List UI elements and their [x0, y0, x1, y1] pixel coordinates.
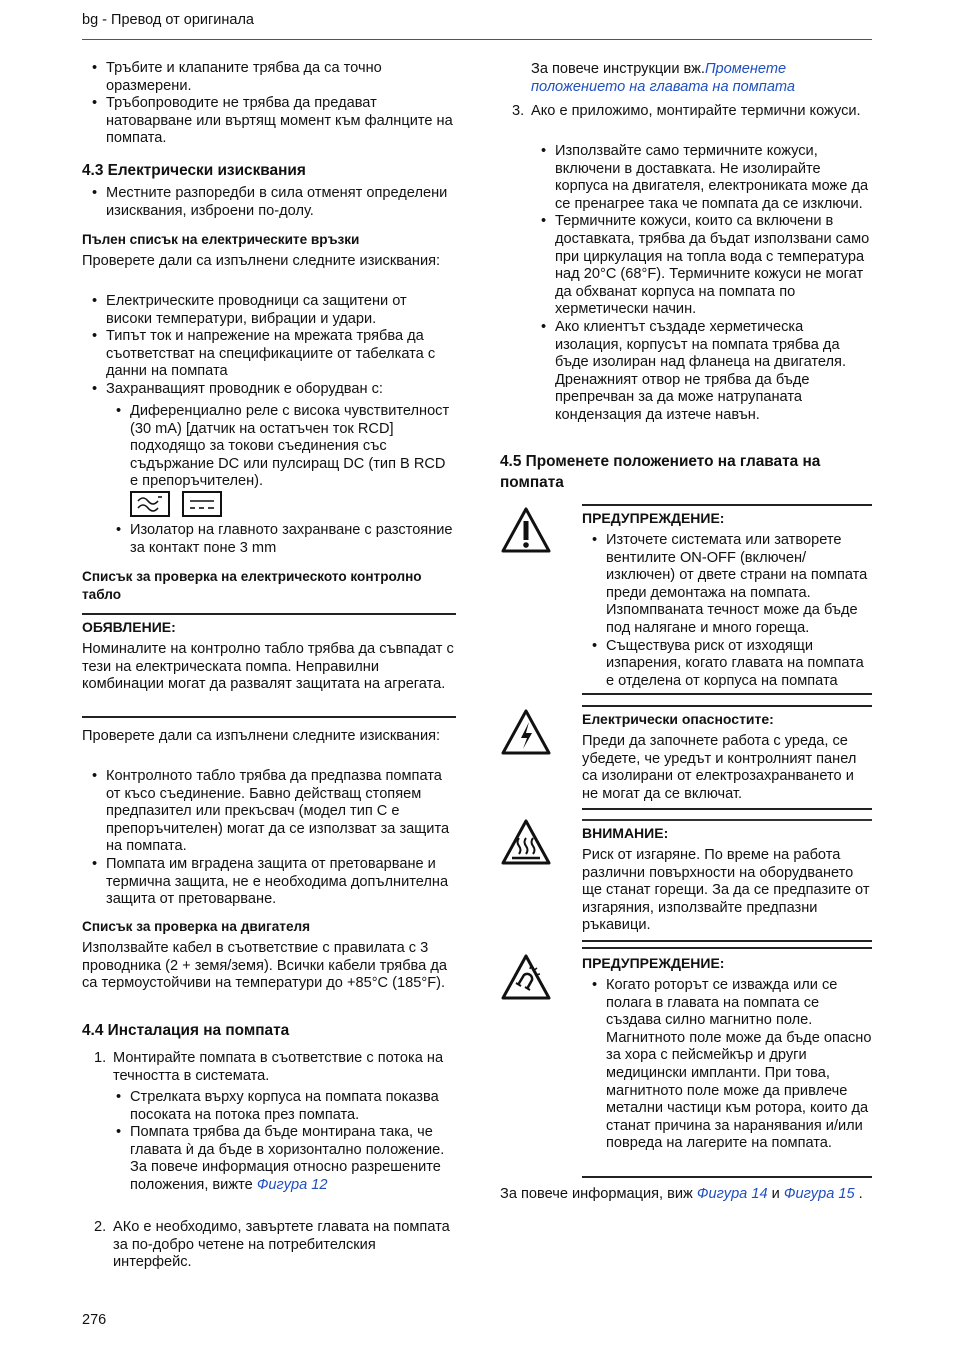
header-title: Превод от оригинала — [111, 12, 254, 28]
caution-bottom-rule — [582, 940, 872, 942]
figure-12-link[interactable]: Фигура 12 — [256, 1176, 328, 1193]
list-item: • Изолатор на главното захранване с разстояние за контакт поне 3 mm — [106, 522, 456, 557]
step-3: 3. Ако е приложимо, монтирайте термични кожуси. — [500, 103, 872, 121]
list-item: • Източете системата или затворете вентилите ON-OFF (включен/изключен) от двете страни на помпата преди демонтажа на помпата. Изпомпваната течност може да бъде под налягане и много гореща. — [582, 532, 872, 638]
more-info-text: За повече инструкции вж.Променете положението на главата на помпата — [531, 61, 796, 95]
elec-bottom-rule — [582, 808, 872, 810]
list-item: • Термичните кожуси, които са включени в доставката, трябва да бъдат използвани само при циркулация на топла вода с температура над 20°C (68°F). Термичните кожуси не могат да обхванат корпуса на помпата по херметически начин. — [531, 213, 872, 319]
list-item: • Съществува риск от изходящи изпарения, когато главата на помпата е отделена от корпуса на помпата — [582, 638, 872, 691]
header-lang: bg — [82, 12, 99, 28]
dc-symbol-icon — [182, 491, 222, 517]
subheading-motor: Списък за проверка на двигателя — [82, 919, 311, 934]
control-panel-bullets — [82, 768, 456, 909]
electrical-hazard-icon — [500, 708, 552, 762]
subheading-control-panel: Списък за проверка на електрическото контролно табло — [82, 569, 422, 602]
page-number: 276 — [82, 1312, 107, 1328]
step-1-text: Монтирайте помпата в съответствие с потока на течността в системата. — [113, 1050, 444, 1084]
connection-bullets — [82, 293, 456, 399]
section-4-5-title: 4.5 Променете положението на главата на помпата — [500, 453, 821, 491]
list-item: • Типът ток и напрежение на мрежата трябва да съответстват на спецификациите от табелката с данни на помпата — [82, 328, 456, 381]
warning-1-bullets — [582, 532, 872, 690]
magnetic-field-icon — [500, 953, 552, 1007]
check-intro: Проверете дали са изпълнени следните изисквания: — [82, 253, 441, 269]
list-item: • Помпата им вградена защита от претоварване и термична защита, не е необходима допълнителна защита от претоварване. — [82, 856, 456, 909]
notice-title: ОБЯВЛЕНИЕ: — [82, 619, 176, 635]
elec-title: Електрически опасностите: — [582, 711, 774, 727]
ac-pulsating-symbol-icon — [130, 491, 170, 517]
subheading-connections: Пълен списък на електрическите връзки — [82, 232, 360, 247]
list-item: • Тръбите и клапаните трябва да са точно оразмерени. — [82, 60, 456, 95]
warning-2-bullets — [582, 977, 872, 1153]
motor-text: Използвайте кабел в съответствие с правилата с 3 проводника (2 + земя/земя). Всички кабели трябва да са термоустойчиви на температури до +85°C (185°F). — [82, 940, 447, 992]
list-item: • Помпата трябва да бъде монтирана така, че главата ѝ да бъде в хоризонтално положение. За повече информация относно разрешените положения, вижте Фигура 12 — [106, 1124, 456, 1194]
check-intro-2: Проверете дали са изпълнени следните изисквания: — [82, 728, 441, 744]
step-2: 2. АКо е необходимо, завъртете главата на помпата за по-добро четене на потребителския интерфейс. — [82, 1219, 456, 1272]
intro-bullets — [82, 60, 456, 148]
notice-top-rule — [82, 613, 456, 615]
list-item: • Диференциално реле с висока чувствителност (30 mA) [датчик на остатъчен ток RCD] подходящо за токови съединения със съдържание DC или пулсиращ DC (тип B RCD е препоръчителен). — [106, 403, 456, 491]
supply-sub-bullets — [106, 403, 456, 491]
s43-bullets — [82, 185, 456, 220]
list-item: • Ако клиентът създаде херметическа изолация, корпусът на помпата трябва да бъде изолиран над фланеца на двигателя. Дренажният отвор не трябва да бъде препречван за да може натрупаната кондензация да изтече навън. — [531, 319, 872, 425]
warning-2-top-rule — [582, 947, 872, 949]
hot-surface-icon — [500, 818, 552, 872]
caution-title: ВНИМАНИЕ: — [582, 825, 669, 841]
notice-bottom-rule — [82, 716, 456, 718]
figure-15-link[interactable]: Фигура 15 — [783, 1186, 855, 1202]
warning-1-top-rule — [582, 504, 872, 506]
list-item: • Стрелката върху корпуса на помпата показва посоката на потока през помпата. — [106, 1089, 456, 1124]
caution-top-rule — [582, 819, 872, 821]
step-1-bullets — [106, 1089, 456, 1195]
header-separator: - — [98, 12, 112, 28]
list-item: • Захранващият проводник е оборудван с: — [82, 381, 456, 399]
list-item: • Електрическите проводници са защитени от високи температури, вибрации и удари. — [82, 293, 456, 328]
caution-text: Риск от изгаряне. По време на работа различни повърхности на оборудването ще станат горещи. За да се предпазите от изгаряния, използвайте предпазни ръкавици. — [582, 847, 870, 934]
warning-1-title: ПРЕДУПРЕЖДЕНИЕ: — [582, 510, 725, 526]
section-4-3-title: 4.3 Електрически изисквания — [82, 162, 306, 179]
section-4-4-title: 4.4 Инсталация на помпата — [82, 1022, 290, 1039]
warning-2-bottom-rule — [582, 1176, 872, 1178]
list-item: • Тръбопроводите не трябва да предават натоварване или въртящ момент към фалнците на помпата. — [82, 95, 456, 148]
step-1: 1. Монтирайте помпата в съответствие с потока на течността в системата. — [82, 1050, 456, 1085]
figure-14-link[interactable]: Фигура 14 — [696, 1186, 768, 1202]
elec-text: Преди да започнете работа с уреда, се убедете, че уредът и контролният панел са изолирани от електрозахранването и не могат да се включат. — [582, 733, 857, 802]
list-item: • Местните разпоредби в сила отменят определени изисквания, изброени по-долу. — [82, 185, 456, 220]
final-info: За повече информация, виж Фигура 14 и Фигура 15 . — [500, 1186, 863, 1202]
step-3-text: Ако е приложимо, монтирайте термични кожуси. — [531, 103, 861, 119]
isolator-sub-bullet — [106, 522, 456, 557]
list-item: • Контролното табло трябва да предпазва помпата от късо съединение. Бавно действащ стопяем предпазител или прекъсвач (модел тип C е препоръчителен) могат да се използват за защита на помпата. — [82, 768, 456, 856]
list-item: • Когато роторът се изважда или се полага в главата на помпата се създава силно магнитно поле. Магнитното поле може да бъде опасно за хора с пейсмейкър и други медицински импланти. При това, магнитното поле може да привлече метални частици към ротора, които да станат причина за наранявания и/или повреда на лагерите на помпата. — [582, 977, 872, 1153]
step-2-text: АКо е необходимо, завъртете главата на помпата за по-добро четене на потребителския интерфейс. — [113, 1219, 450, 1271]
header-rule — [82, 39, 872, 40]
warning-triangle-icon — [500, 506, 552, 560]
page-header — [82, 12, 872, 30]
step-3-bullets — [531, 143, 872, 425]
elec-top-rule — [582, 705, 872, 707]
warning-2-title: ПРЕДУПРЕЖДЕНИЕ: — [582, 955, 725, 971]
change-head-position-link[interactable]: Променете положението на главата на помпата — [531, 61, 796, 95]
notice-text: Номиналите на контролно табло трябва да съвпадат с тези на електрическата помпа. Неправилни комбинации могат да развалят защитата на агрегата. — [82, 641, 454, 693]
warning-1-bottom-rule — [582, 693, 872, 695]
list-item: • Използвайте само термичните кожуси, включени в доставката. Не изолирайте корпуса на двигателя, електрониката може да се пренагрее така че помпата да се изключи. — [531, 143, 872, 213]
